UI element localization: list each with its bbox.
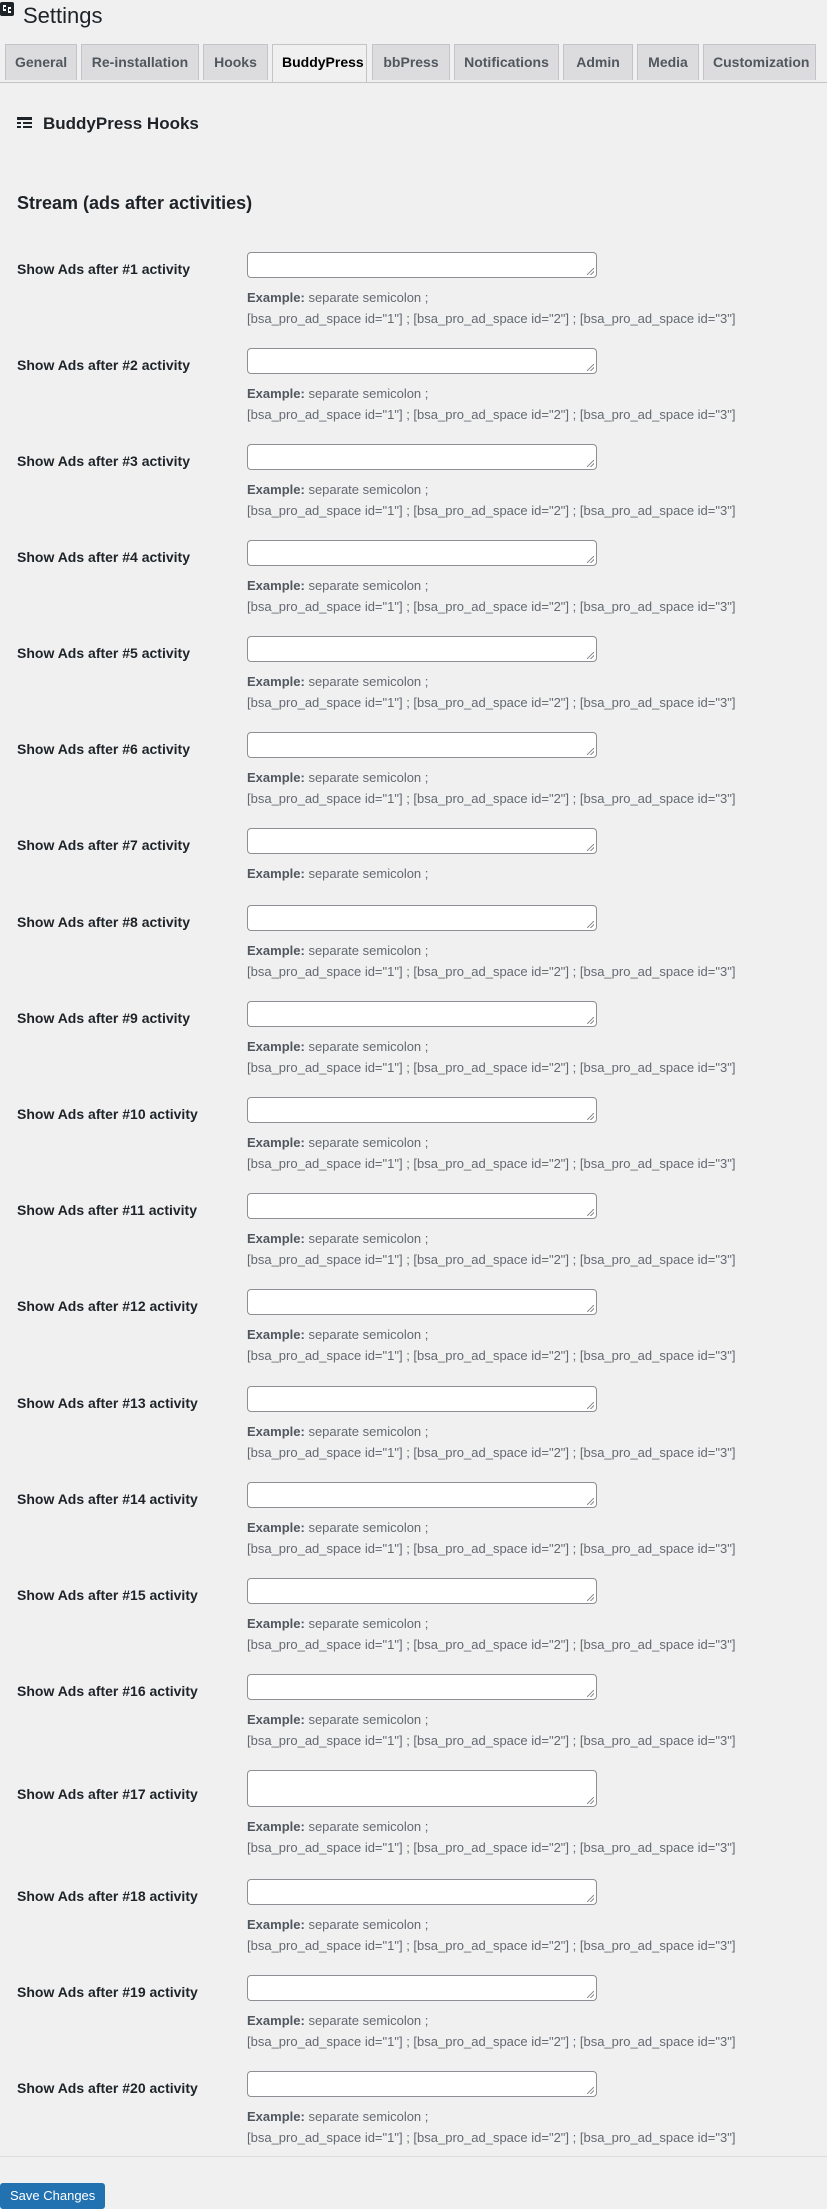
example-text: separate semicolon ; [308,1039,429,1054]
row-description [247,1132,735,1174]
ad-space-textarea[interactable] [247,1770,597,1807]
tab-general[interactable]: General [5,44,77,80]
tab-hooks[interactable]: Hooks [203,44,268,80]
row-label: Show Ads after #3 activity [17,453,190,469]
row-description [247,1709,735,1751]
row-description [247,1324,735,1366]
row-label: Show Ads after #10 activity [17,1106,198,1122]
row-description [247,1421,735,1463]
example-code: [bsa_pro_ad_space id="1"] ; [bsa_pro_ad_space id="2"] ; [bsa_pro_ad_space id="3"] [247,964,736,979]
ad-space-textarea[interactable] [247,1578,597,1604]
example-text: separate semicolon ; [308,2013,429,2028]
example-label: Example: [247,1135,305,1150]
row-description [247,383,735,425]
example-text: separate semicolon ; [308,1616,429,1631]
example-code: [bsa_pro_ad_space id="1"] ; [bsa_pro_ad_space id="2"] ; [bsa_pro_ad_space id="3"] [247,2034,736,2049]
example-label: Example: [247,1327,305,1342]
example-text: separate semicolon ; [308,770,429,785]
example-code: [bsa_pro_ad_space id="1"] ; [bsa_pro_ad_space id="2"] ; [bsa_pro_ad_space id="3"] [247,1156,736,1171]
ad-space-textarea[interactable] [247,636,597,662]
ad-space-textarea[interactable] [247,1097,597,1123]
example-line [247,671,735,692]
example-code: [bsa_pro_ad_space id="1"] ; [bsa_pro_ad_space id="2"] ; [bsa_pro_ad_space id="3"] [247,2130,736,2145]
row-description [247,940,735,982]
example-line [247,1914,735,1935]
row-label: Show Ads after #5 activity [17,645,190,661]
example-label: Example: [247,1917,305,1932]
tab-notifications[interactable]: Notifications [454,44,559,80]
example-text: separate semicolon ; [308,2109,429,2124]
example-code: [bsa_pro_ad_space id="1"] ; [bsa_pro_ad_space id="2"] ; [bsa_pro_ad_space id="3"] [247,1252,736,1267]
settings-tabs [0,44,827,83]
example-line [247,1036,735,1057]
example-label: Example: [247,386,305,401]
example-text: separate semicolon ; [308,943,429,958]
row-label: Show Ads after #6 activity [17,741,190,757]
example-label: Example: [247,1039,305,1054]
example-line [247,1709,735,1730]
settings-icon [0,2,14,16]
tab-re-installation[interactable]: Re-installation [81,44,199,80]
example-line [247,383,735,404]
example-line [247,287,735,308]
example-label: Example: [247,674,305,689]
ad-space-textarea[interactable] [247,1193,597,1219]
example-text: separate semicolon ; [308,1819,429,1834]
tab-customization[interactable]: Customization [703,44,816,80]
row-description [247,671,735,713]
row-description [247,1517,735,1559]
example-line [247,940,735,961]
example-label: Example: [247,2013,305,2028]
example-code: [bsa_pro_ad_space id="1"] ; [bsa_pro_ad_space id="2"] ; [bsa_pro_ad_space id="3"] [247,1060,736,1075]
example-label: Example: [247,1819,305,1834]
example-label: Example: [247,2109,305,2124]
tab-media[interactable]: Media [637,44,699,80]
example-text: separate semicolon ; [308,866,429,881]
example-code: [bsa_pro_ad_space id="1"] ; [bsa_pro_ad_space id="2"] ; [bsa_pro_ad_space id="3"] [247,1637,736,1652]
ad-space-textarea[interactable] [247,1386,597,1412]
example-label: Example: [247,482,305,497]
example-text: separate semicolon ; [308,1917,429,1932]
example-line [247,575,735,596]
section-title: BuddyPress Hooks [43,114,199,133]
row-label: Show Ads after #9 activity [17,1010,190,1026]
row-description [247,767,735,809]
row-label: Show Ads after #17 activity [17,1786,198,1802]
example-label: Example: [247,943,305,958]
page-header [0,0,827,34]
example-label: Example: [247,578,305,593]
row-description [247,863,428,884]
example-label: Example: [247,290,305,305]
example-text: separate semicolon ; [308,1135,429,1150]
example-text: separate semicolon ; [308,1327,429,1342]
row-label: Show Ads after #20 activity [17,2080,198,2096]
table-list-icon [17,116,32,130]
ad-space-textarea[interactable] [247,2071,597,2097]
example-text: separate semicolon ; [308,290,429,305]
row-label: Show Ads after #8 activity [17,914,190,930]
row-description [247,479,735,521]
row-description [247,1036,735,1078]
example-label: Example: [247,1616,305,1631]
row-description [247,1613,735,1655]
example-text: separate semicolon ; [308,1520,429,1535]
row-description [247,1914,735,1956]
row-label: Show Ads after #1 activity [17,261,190,277]
example-line [247,1517,735,1538]
tab-admin[interactable]: Admin [563,44,633,80]
ad-space-textarea[interactable] [247,252,597,278]
save-changes-button[interactable]: Save Changes [0,2183,105,2209]
row-label: Show Ads after #19 activity [17,1984,198,2000]
example-code: [bsa_pro_ad_space id="1"] ; [bsa_pro_ad_space id="2"] ; [bsa_pro_ad_space id="3"] [247,1541,736,1556]
example-line [247,1132,735,1153]
ad-space-textarea[interactable] [247,1674,597,1700]
example-code: [bsa_pro_ad_space id="1"] ; [bsa_pro_ad_space id="2"] ; [bsa_pro_ad_space id="3"] [247,1840,736,1855]
example-code: [bsa_pro_ad_space id="1"] ; [bsa_pro_ad_space id="2"] ; [bsa_pro_ad_space id="3"] [247,695,736,710]
example-line [247,1228,735,1249]
ad-space-textarea[interactable] [247,348,597,374]
divider [0,2156,827,2157]
example-label: Example: [247,1231,305,1246]
example-label: Example: [247,1520,305,1535]
ad-space-textarea[interactable] [247,444,597,470]
example-label: Example: [247,1712,305,1727]
example-text: separate semicolon ; [308,1712,429,1727]
ad-space-textarea[interactable] [247,1289,597,1315]
tab-bbpress[interactable]: bbPress [372,44,450,80]
row-label: Show Ads after #16 activity [17,1683,198,1699]
ad-space-textarea[interactable] [247,540,597,566]
ad-space-textarea[interactable] [247,1001,597,1027]
ad-space-textarea[interactable] [247,828,597,854]
row-description [247,1816,735,1858]
example-code: [bsa_pro_ad_space id="1"] ; [bsa_pro_ad_space id="2"] ; [bsa_pro_ad_space id="3"] [247,503,736,518]
row-description [247,575,735,617]
example-text: separate semicolon ; [308,482,429,497]
row-description [247,287,735,329]
row-label: Show Ads after #7 activity [17,837,190,853]
subsection-title: Stream (ads after activities) [17,193,253,213]
example-label: Example: [247,770,305,785]
example-text: separate semicolon ; [308,578,429,593]
example-code: [bsa_pro_ad_space id="1"] ; [bsa_pro_ad_space id="2"] ; [bsa_pro_ad_space id="3"] [247,311,736,326]
example-code: [bsa_pro_ad_space id="1"] ; [bsa_pro_ad_space id="2"] ; [bsa_pro_ad_space id="3"] [247,1445,736,1460]
row-label: Show Ads after #12 activity [17,1298,198,1314]
row-label: Show Ads after #11 activity [17,1202,197,1218]
example-line [247,1816,735,1837]
example-code: [bsa_pro_ad_space id="1"] ; [bsa_pro_ad_space id="2"] ; [bsa_pro_ad_space id="3"] [247,1733,736,1748]
tab-buddypress[interactable]: BuddyPress [272,44,367,82]
ad-space-textarea[interactable] [247,732,597,758]
row-label: Show Ads after #13 activity [17,1395,198,1411]
example-code: [bsa_pro_ad_space id="1"] ; [bsa_pro_ad_space id="2"] ; [bsa_pro_ad_space id="3"] [247,1348,736,1363]
example-label: Example: [247,1424,305,1439]
example-text: separate semicolon ; [308,674,429,689]
row-label: Show Ads after #4 activity [17,549,190,565]
example-text: separate semicolon ; [308,1231,429,1246]
example-line [247,2010,735,2031]
example-code: [bsa_pro_ad_space id="1"] ; [bsa_pro_ad_space id="2"] ; [bsa_pro_ad_space id="3"] [247,407,736,422]
row-label: Show Ads after #14 activity [17,1491,198,1507]
example-line [247,479,735,500]
example-line [247,1421,735,1442]
ad-space-textarea[interactable] [247,905,597,931]
row-label: Show Ads after #18 activity [17,1888,198,1904]
example-text: separate semicolon ; [308,386,429,401]
example-code: [bsa_pro_ad_space id="1"] ; [bsa_pro_ad_space id="2"] ; [bsa_pro_ad_space id="3"] [247,599,736,614]
row-description [247,1228,735,1270]
example-line [247,1324,735,1345]
row-description [247,2106,735,2148]
example-code: [bsa_pro_ad_space id="1"] ; [bsa_pro_ad_space id="2"] ; [bsa_pro_ad_space id="3"] [247,791,736,806]
ad-space-textarea[interactable] [247,1482,597,1508]
ad-space-textarea[interactable] [247,1879,597,1905]
row-label: Show Ads after #15 activity [17,1587,198,1603]
ad-space-textarea[interactable] [247,1975,597,2001]
example-line [247,767,735,788]
example-code: [bsa_pro_ad_space id="1"] ; [bsa_pro_ad_space id="2"] ; [bsa_pro_ad_space id="3"] [247,1938,736,1953]
page-title: Settings [23,3,103,28]
row-description [247,2010,735,2052]
example-line [247,863,428,884]
example-text: separate semicolon ; [308,1424,429,1439]
row-label: Show Ads after #2 activity [17,357,190,373]
example-line [247,1613,735,1634]
example-line [247,2106,735,2127]
example-label: Example: [247,866,305,881]
